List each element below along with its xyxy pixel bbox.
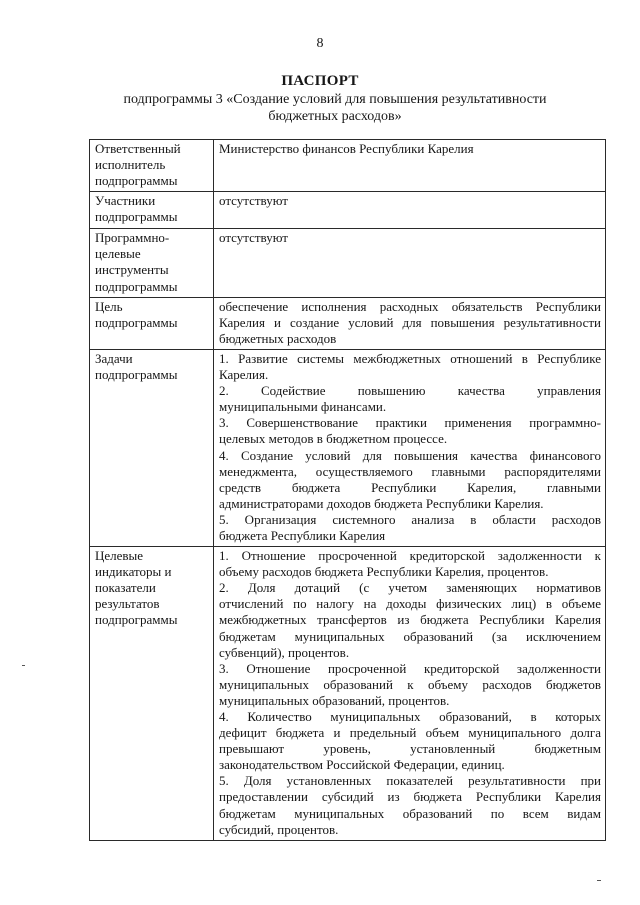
- row-value-line: 1. Отношение просроченной кредиторской задолженности к: [219, 548, 601, 564]
- row-label-line: Целевые: [95, 548, 144, 564]
- row-value-line: дефицит бюджета и предельный объем муниципального долга: [219, 725, 601, 741]
- row-label-line: исполнитель: [95, 157, 166, 173]
- row-value-cell: [214, 349, 606, 546]
- row-label-cell: [90, 229, 214, 297]
- row-label-line: Программно-: [95, 230, 170, 246]
- row-value-line: Министерство финансов Республики Карелия: [219, 141, 474, 156]
- passport-row: [90, 140, 606, 192]
- scan-speck: [22, 665, 25, 666]
- passport-row: [90, 297, 606, 349]
- row-value-line: 5. Организация системного анализа в области расходов: [219, 511, 601, 527]
- row-label-line: целевые: [95, 246, 141, 262]
- row-value-cell: [214, 297, 606, 349]
- row-value-line: 1. Развитие системы межбюджетных отношений в Республике: [219, 350, 601, 366]
- row-value-line: субсидий, процентов.: [219, 821, 339, 837]
- row-value-line: муниципальными финансами.: [219, 399, 387, 415]
- row-label-line: Задачи: [95, 350, 133, 366]
- row-label-line: подпрограммы: [95, 209, 178, 225]
- row-value-line: отчислений по налогу на доходы физических лиц) в объеме: [219, 596, 601, 612]
- subtitle-line: подпрограммы 3 «Создание условий для повышения результативности: [123, 92, 547, 107]
- row-label-line: Цель: [95, 298, 123, 314]
- row-value-line: бюджетам муниципальных образований по всем видам: [219, 805, 601, 821]
- passport-row: [90, 547, 606, 841]
- row-value-line: администраторами доходов бюджета Республики Карелия.: [219, 495, 544, 511]
- row-value-line: муниципальных образований к объему расходов бюджетов: [219, 676, 601, 692]
- row-value-line: средств бюджета Республики Карелия, главными: [219, 479, 601, 495]
- row-value-line: целевых методов в бюджетном процессе.: [219, 431, 448, 447]
- row-value-line: 2. Содействие повышению качества управления: [219, 383, 601, 399]
- row-label-cell: [90, 349, 214, 546]
- row-label-line: подпрограммы: [95, 612, 178, 628]
- row-label-cell: [90, 297, 214, 349]
- row-value-line: 2. Доля дотаций (с учетом заменяющих нормативов: [219, 580, 601, 596]
- row-value-line: 3. Отношение просроченной кредиторской задолженности: [219, 660, 601, 676]
- row-value-line: 5. Доля установленных показателей результативности при: [219, 773, 601, 789]
- row-value-cell: [214, 229, 606, 297]
- row-value-line: законодательством Российской Федерации, единиц.: [219, 757, 505, 773]
- row-value-line: бюджета Республики Карелия: [219, 527, 386, 543]
- scan-speck: [597, 880, 601, 881]
- document-title: ПАСПОРТ: [281, 73, 359, 89]
- passport-row: [90, 349, 606, 546]
- row-label-line: индикаторы и: [95, 564, 172, 580]
- row-value-line: объему расходов бюджета Республики Карелия, процентов.: [219, 564, 549, 580]
- row-label-line: показатели: [95, 580, 156, 596]
- passport-row: [90, 229, 606, 297]
- row-label-line: результатов: [95, 596, 160, 612]
- row-value-line: муниципальных образований, процентов.: [219, 692, 450, 708]
- row-label-line: подпрограммы: [95, 314, 178, 330]
- passport-table: [89, 139, 606, 841]
- row-value-line: отсутствуют: [219, 193, 288, 209]
- document-subtitle: [95, 91, 575, 125]
- row-value-line: субвенций), процентов.: [219, 644, 350, 660]
- row-value-line: превышают уровень, установленный бюджетным: [219, 741, 601, 757]
- row-value-line: 3. Совершенствование практики применения программно-: [219, 415, 601, 431]
- subtitle-line: бюджетных расходов»: [268, 109, 402, 124]
- row-label-cell: [90, 547, 214, 841]
- row-value-line: бюджетных расходов: [219, 330, 337, 346]
- row-label-line: Участники: [95, 193, 156, 209]
- row-value-line: предоставлении субсидий из бюджета Республики Карелия: [219, 789, 601, 805]
- row-label-line: Ответственный: [95, 141, 181, 156]
- row-value-line: 4. Количество муниципальных образований, в которых: [219, 709, 601, 724]
- row-label-line: подпрограммы: [95, 367, 178, 383]
- row-label-line: подпрограммы: [95, 173, 178, 189]
- row-value-cell: [214, 547, 606, 841]
- page-number: 8: [316, 36, 324, 51]
- row-value-line: отсутствуют: [219, 230, 288, 246]
- row-label-cell: [90, 192, 214, 229]
- row-value-line: обеспечение исполнения расходных обязательств Республики: [219, 298, 601, 314]
- row-label-cell: [90, 140, 214, 192]
- row-value-cell: [214, 140, 606, 192]
- row-value-line: межбюджетных трансфертов из бюджета Республики Карелия: [219, 612, 601, 628]
- row-value-line: Карелия и создание условий для повышения результативности: [219, 314, 601, 330]
- passport-row: [90, 192, 606, 229]
- row-value-line: 4. Создание условий для повышения качества финансового: [219, 447, 601, 463]
- passport-table-body: [90, 140, 606, 841]
- row-value-line: бюджетам муниципальных образований (за исключением: [219, 628, 601, 644]
- row-label-line: подпрограммы: [95, 278, 178, 294]
- row-value-cell: [214, 192, 606, 229]
- row-value-line: менеджмента, осуществляемого главными распорядителями: [219, 463, 601, 479]
- row-value-line: Карелия.: [219, 367, 269, 383]
- row-label-line: инструменты: [95, 262, 169, 278]
